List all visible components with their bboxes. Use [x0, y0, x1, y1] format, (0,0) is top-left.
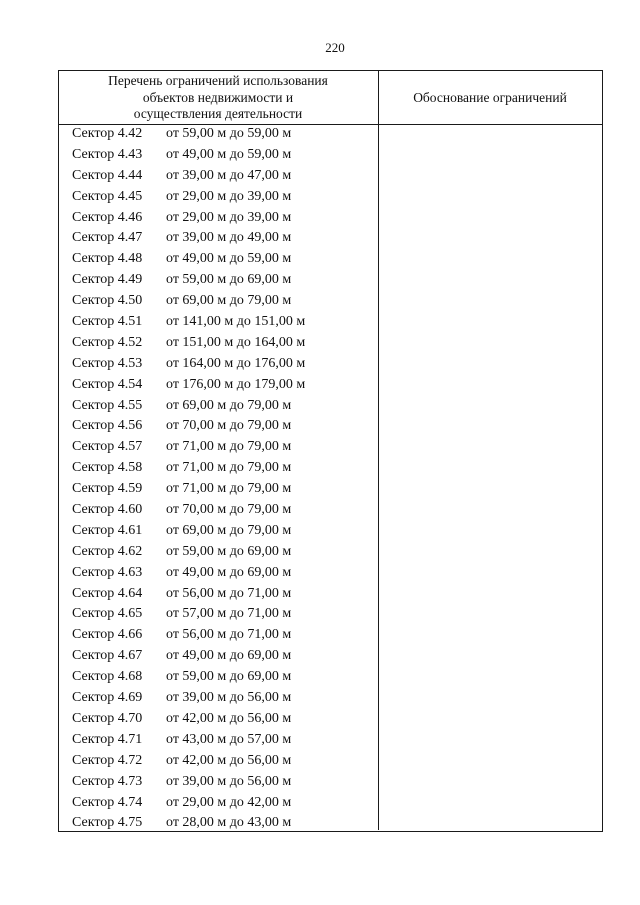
- table-row: [60, 228, 376, 249]
- height-range: от 49,00 м до 69,00 м: [166, 564, 292, 580]
- sector-label: Сектор 4.69: [72, 690, 143, 706]
- table-row: [60, 521, 376, 542]
- table-row: [60, 625, 376, 646]
- table-row: [60, 458, 376, 479]
- table-row: [60, 500, 376, 521]
- height-range: от 70,00 м до 79,00 м: [166, 502, 292, 518]
- height-range: от 49,00 м до 59,00 м: [166, 146, 292, 162]
- sector-label: Сектор 4.70: [72, 710, 143, 726]
- height-range: от 164,00 м до 176,00 м: [166, 355, 306, 371]
- height-range: от 28,00 м до 43,00 м: [166, 815, 292, 831]
- table-row: [60, 751, 376, 772]
- table-row: [60, 584, 376, 605]
- sector-label: Сектор 4.58: [72, 460, 143, 476]
- height-range: от 70,00 м до 79,00 м: [166, 418, 292, 434]
- table-row: [60, 375, 376, 396]
- table-row: [60, 437, 376, 458]
- height-range: от 69,00 м до 79,00 м: [166, 397, 292, 413]
- sector-label: Сектор 4.64: [72, 585, 143, 601]
- table-row: [60, 145, 376, 166]
- sector-label: Сектор 4.57: [72, 439, 143, 455]
- table-row: [60, 688, 376, 709]
- height-range: от 71,00 м до 79,00 м: [166, 439, 292, 455]
- sector-label: Сектор 4.50: [72, 293, 143, 309]
- height-range: от 49,00 м до 69,00 м: [166, 648, 292, 664]
- sector-label: Сектор 4.54: [72, 376, 143, 392]
- table-right-border: [602, 70, 603, 832]
- table-row: [60, 709, 376, 730]
- sector-label: Сектор 4.47: [72, 230, 143, 246]
- height-range: от 59,00 м до 59,00 м: [166, 126, 292, 141]
- table-row: [60, 354, 376, 375]
- height-range: от 42,00 м до 56,00 м: [166, 752, 292, 768]
- sector-label: Сектор 4.73: [72, 773, 143, 789]
- sector-label: Сектор 4.45: [72, 188, 143, 204]
- table-top-border: [58, 70, 603, 71]
- table-row: [60, 730, 376, 751]
- sector-label: Сектор 4.66: [72, 627, 143, 643]
- table-row: [60, 813, 376, 834]
- table-row: [60, 333, 376, 354]
- page-number: 220: [325, 40, 345, 55]
- table-left-border: [58, 70, 59, 832]
- height-range: от 43,00 м до 57,00 м: [166, 731, 292, 747]
- sector-label: Сектор 4.71: [72, 731, 143, 747]
- sector-label: Сектор 4.74: [72, 794, 143, 810]
- table-row: [60, 208, 376, 229]
- sector-label: Сектор 4.55: [72, 397, 143, 413]
- height-range: от 49,00 м до 59,00 м: [166, 251, 292, 267]
- sector-label: Сектор 4.49: [72, 272, 143, 288]
- height-range: от 29,00 м до 42,00 м: [166, 794, 292, 810]
- sector-label: Сектор 4.53: [72, 355, 143, 371]
- table-row: [60, 772, 376, 793]
- height-range: от 71,00 м до 79,00 м: [166, 481, 292, 497]
- sector-label: Сектор 4.75: [72, 815, 143, 831]
- height-range: от 56,00 м до 71,00 м: [166, 585, 292, 601]
- table-row: [60, 291, 376, 312]
- table-row: [60, 793, 376, 814]
- table-body: [60, 124, 376, 834]
- header-left-line: Перечень ограничений использования: [108, 73, 328, 89]
- height-range: от 39,00 м до 49,00 м: [166, 230, 292, 246]
- table-row: [60, 270, 376, 291]
- sector-label: Сектор 4.46: [72, 209, 143, 225]
- sector-label: Сектор 4.43: [72, 146, 143, 162]
- table-row: [60, 667, 376, 688]
- table-row: [60, 312, 376, 333]
- sector-label: Сектор 4.65: [72, 606, 143, 622]
- height-range: от 39,00 м до 56,00 м: [166, 773, 292, 789]
- height-range: от 151,00 м до 164,00 м: [166, 334, 306, 350]
- height-range: от 56,00 м до 71,00 м: [166, 627, 292, 643]
- sector-label: Сектор 4.48: [72, 251, 143, 267]
- height-range: от 42,00 м до 56,00 м: [166, 710, 292, 726]
- height-range: от 39,00 м до 56,00 м: [166, 690, 292, 706]
- header-left-line: осуществления деятельности: [133, 106, 303, 122]
- height-range: от 57,00 м до 71,00 м: [166, 606, 292, 622]
- sector-label: Сектор 4.63: [72, 564, 143, 580]
- table-row: [60, 416, 376, 437]
- height-range: от 69,00 м до 79,00 м: [166, 522, 292, 538]
- sector-label: Сектор 4.72: [72, 752, 143, 768]
- height-range: от 29,00 м до 39,00 м: [166, 188, 292, 204]
- sector-label: Сектор 4.68: [72, 669, 143, 685]
- height-range: от 176,00 м до 179,00 м: [166, 376, 306, 392]
- table-row: [60, 166, 376, 187]
- height-range: от 59,00 м до 69,00 м: [166, 543, 292, 559]
- table-row: [60, 479, 376, 500]
- table-row: [60, 187, 376, 208]
- height-range: от 141,00 м до 151,00 м: [166, 314, 306, 330]
- sector-label: Сектор 4.59: [72, 481, 143, 497]
- height-range: от 39,00 м до 47,00 м: [166, 167, 292, 183]
- table-row: [60, 124, 376, 145]
- header-justification: Обоснование ограничений: [413, 90, 567, 105]
- height-range: от 71,00 м до 79,00 м: [166, 460, 292, 476]
- table-row: [60, 646, 376, 667]
- header-left-line: объектов недвижимости и: [142, 89, 294, 105]
- sector-label: Сектор 4.51: [72, 314, 143, 330]
- sector-label: Сектор 4.60: [72, 502, 143, 518]
- sector-label: Сектор 4.44: [72, 167, 143, 183]
- header-restrictions-list: [60, 72, 376, 124]
- table-row: [60, 249, 376, 270]
- height-range: от 69,00 м до 79,00 м: [166, 293, 292, 309]
- sector-label: Сектор 4.42: [72, 126, 143, 141]
- height-range: от 29,00 м до 39,00 м: [166, 209, 292, 225]
- height-range: от 59,00 м до 69,00 м: [166, 272, 292, 288]
- column-divider: [378, 70, 379, 830]
- table-row: [60, 563, 376, 584]
- sector-label: Сектор 4.56: [72, 418, 143, 434]
- sector-label: Сектор 4.62: [72, 543, 143, 559]
- table-row: [60, 604, 376, 625]
- sector-label: Сектор 4.61: [72, 522, 143, 538]
- height-range: от 59,00 м до 69,00 м: [166, 669, 292, 685]
- sector-label: Сектор 4.52: [72, 334, 143, 350]
- table-row: [60, 396, 376, 417]
- table-row: [60, 542, 376, 563]
- sector-label: Сектор 4.67: [72, 648, 143, 664]
